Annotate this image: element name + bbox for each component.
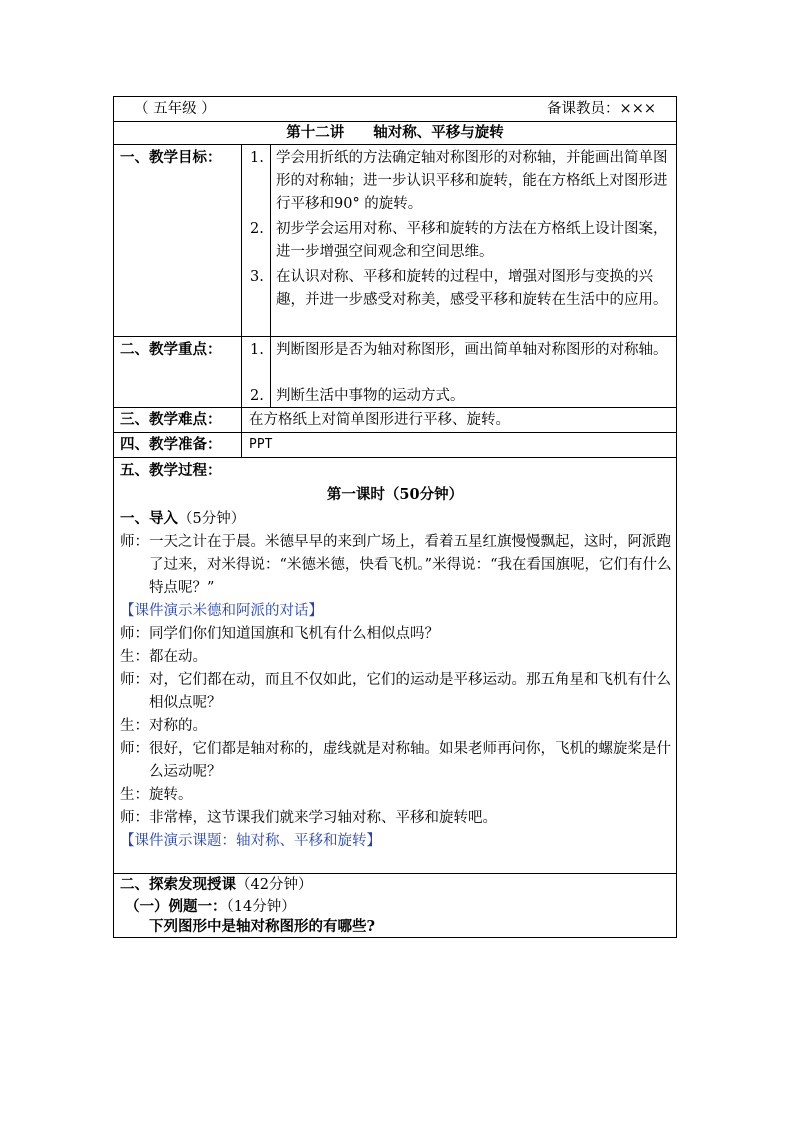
dialogue-line — [120, 784, 672, 807]
example-question: 下列图形中是轴对称图形的有哪些? — [149, 918, 375, 935]
courseware-note-2: 【课件演示课题：轴对称、平移和旋转】 — [120, 833, 381, 849]
speaker: 师： — [120, 626, 149, 642]
dialogue-line — [120, 807, 672, 830]
difficulties-row — [114, 408, 676, 433]
dialogue-text: 一天之计在于晨。米德早早的来到广场上，看着五星红旗慢慢飘起，这时，阿派跑了过来，对米得说：“米德米德，快看飞机。”米得说：“我在看国旗呢，它们有什么特点呢？” — [149, 534, 672, 596]
explore-heading-rest: （42分钟） — [236, 877, 313, 893]
header-row — [114, 97, 676, 122]
dialogue-line — [120, 623, 672, 646]
example-heading-bold: （一）例题一： — [125, 898, 227, 915]
dialogue-line — [120, 531, 672, 600]
intro-heading — [120, 508, 245, 531]
lesson-title: 第一课时（50分钟） — [326, 486, 464, 503]
key-point-1-text: 判断图形是否为轴对称图形，画出简单轴对称图形的对称轴。 — [276, 342, 668, 358]
dialogue-line — [120, 738, 672, 784]
dialogue-text: 旋转。 — [149, 787, 193, 803]
goal-1-num: 1. — [250, 150, 264, 166]
explore-heading-bold: 二、探索发现授课 — [120, 876, 236, 893]
preparation-row — [114, 433, 676, 458]
speaker: 师： — [120, 810, 149, 826]
goal-1-text: 学会用折纸的方法确定轴对称图形的对称轴，并能画出简单图形的对称轴；进一步认识平移和旋转，能在方格纸上对图形进行平移和90° 的旋转。 — [276, 150, 668, 212]
key-points-label: 二、教学重点： — [120, 341, 222, 358]
goal-2-text: 初步学会运用对称、平移和旋转的方法在方格纸上设计图案，进一步增强空间观念和空间思维。 — [276, 221, 668, 260]
explore-heading — [120, 874, 312, 897]
dialogue-line — [120, 646, 672, 669]
goal-3-num: 3. — [250, 269, 264, 285]
preparation-text: PPT — [249, 437, 273, 452]
dialogue-text: 很好，它们都是轴对称的，虚线就是对称轴。如果老师再问你，飞机的螺旋桨是什么运动呢？ — [149, 741, 671, 780]
dialogue-text: 都在动。 — [149, 649, 207, 665]
goal-3-text: 在认识对称、平移和旋转的过程中，增强对图形与变换的兴趣，并进一步感受对称美，感受平移和旋转在生活中的应用。 — [276, 269, 668, 308]
difficulties-text: 在方格纸上对简单图形进行平移、旋转。 — [249, 412, 510, 428]
speaker: 生： — [120, 649, 149, 665]
dialogue-text: 非常棒，这节课我们就来学习轴对称、平移和旋转吧。 — [149, 810, 497, 826]
goals-row — [114, 145, 676, 337]
dialogue-text: 对称的。 — [149, 718, 207, 734]
intro-heading-rest: （5分钟） — [178, 511, 246, 527]
courseware-note-1: 【课件演示米德和阿派的对话】 — [120, 603, 323, 619]
preparation-label: 四、教学准备： — [120, 436, 222, 453]
teacher-label: 备课教员：××× — [547, 101, 656, 117]
process-intro-section — [114, 458, 676, 874]
key-point-2-text: 判断生活中事物的运动方式。 — [276, 388, 465, 404]
intro-heading-bold: 一、导入 — [120, 510, 178, 527]
dialogue-text: 同学们你们知道国旗和飞机有什么相似点吗？ — [149, 626, 439, 642]
example-heading-rest: （14分钟） — [226, 899, 296, 915]
title-row — [114, 122, 676, 145]
key-point-2-num: 2. — [250, 388, 264, 404]
grade-label: （ 五年级 ） — [134, 101, 216, 117]
explore-section — [114, 874, 676, 938]
goals-label: 一、教学目标： — [120, 149, 222, 166]
difficulties-label: 三、教学难点： — [120, 411, 222, 428]
goal-2-num: 2. — [250, 221, 264, 237]
speaker: 师： — [120, 741, 149, 757]
speaker: 生： — [120, 787, 149, 803]
key-points-row — [114, 337, 676, 408]
key-point-1-num: 1. — [250, 342, 264, 358]
speaker: 师： — [120, 534, 149, 550]
lecture-title: 第十二讲 轴对称、平移与旋转 — [286, 124, 504, 141]
dialogue-line — [120, 669, 672, 715]
lesson-plan-table — [113, 96, 677, 938]
speaker: 生： — [120, 718, 149, 734]
speaker: 师： — [120, 672, 149, 688]
dialogue-text: 对，它们都在动，而且不仅如此，它们的运动是平移运动。那五角星和飞机有什么相似点呢？ — [149, 672, 671, 711]
dialogue-line — [120, 715, 672, 738]
process-label: 五、教学过程： — [120, 462, 222, 479]
